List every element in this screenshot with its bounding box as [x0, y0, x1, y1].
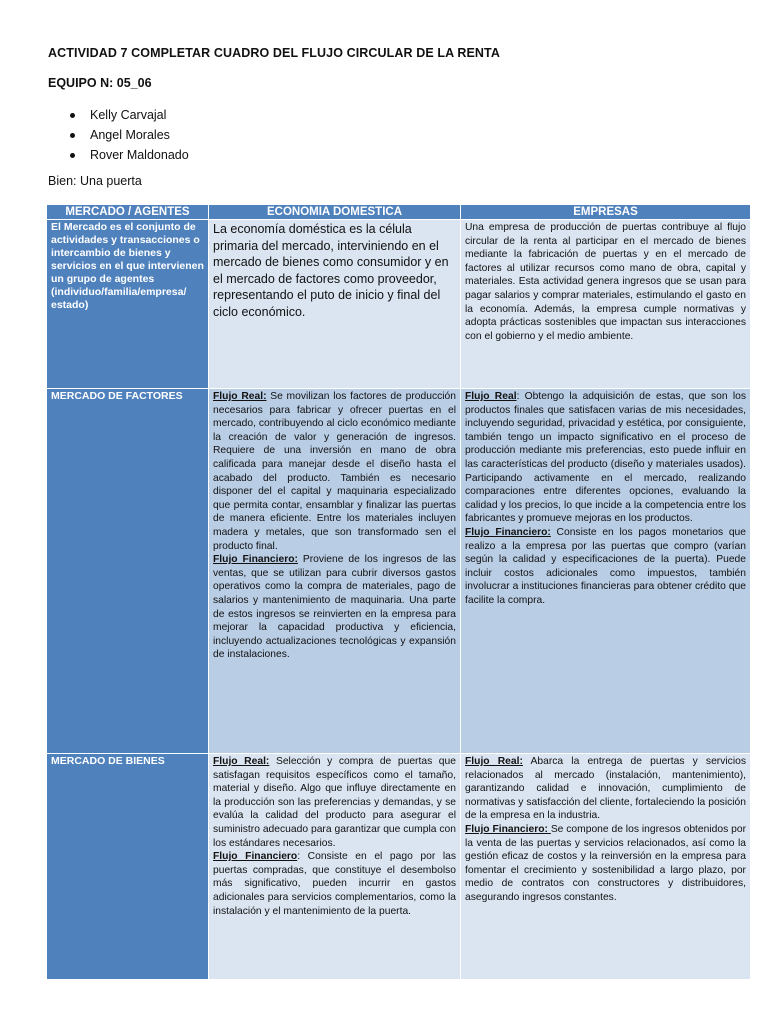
member-list — [48, 105, 189, 165]
real-flow-label: Flujo Real: — [213, 391, 267, 402]
document-title: ACTIVIDAD 7 COMPLETAR CUADRO DEL FLUJO CIRCULAR DE LA RENTA — [48, 46, 500, 60]
factor-market-label: MERCADO DE FACTORES — [47, 389, 209, 754]
circular-flow-table — [46, 204, 751, 980]
financial-flow-label: Flujo Financiero: — [465, 526, 551, 538]
table-row — [47, 389, 751, 754]
real-flow-label: Flujo Real: — [213, 756, 270, 767]
financial-flow-text: Se compone de los ingresos obtenidos por la venta de las puertas y servicios relacionados, así como la gestión eficaz de costos y la reinversión en la empresa para fomentar el crecimiento y sostenibilidad a largo plazo, por medio de contratos con constructores y distribuidores, asegurando ingresos constantes. — [465, 823, 747, 903]
list-item — [48, 145, 189, 165]
financial-flow-text: Consiste en los pagos monetarios que realizo a la empresa por las puertas que compro (varían según la calidad y especificaciones de la puerta). Puede incluir costos adicionales como impuestos, también involucrar a instituciones financieras para obtener crédito que facilite la compra. — [465, 526, 746, 606]
financial-flow-label: Flujo Financiero — [213, 851, 298, 863]
header-empresas: EMPRESAS — [461, 205, 751, 220]
table-row — [47, 220, 751, 389]
market-definition-cell: El Mercado es el conjunto de actividades y transacciones o intercambio de bienes y servicios en el que intervienen un grupo de agentes (individuo/familia/empresa/ estado) — [47, 220, 209, 389]
list-item — [48, 125, 189, 145]
financial-flow-text: : Consiste en el pago por las puertas compradas, que constituye el desembolso más significativo, pueden incurrir en gastos adicionales para servicios complementarios, como la instalación y el mantenimiento de la puerta. — [213, 851, 456, 917]
member-name: Rover Maldonado — [90, 148, 189, 162]
list-item — [48, 105, 189, 125]
bullet-icon — [70, 113, 75, 118]
bullet-icon — [70, 153, 75, 158]
member-name: Kelly Carvajal — [90, 108, 167, 122]
financial-flow-label: Flujo Financiero: — [213, 554, 298, 566]
table-header-row — [47, 205, 751, 220]
real-flow-label: Flujo Real: — [465, 756, 523, 767]
factor-market-companies-cell — [461, 389, 751, 754]
good-label: Bien: Una puerta — [48, 174, 142, 188]
team-number: EQUIPO N: 05_06 — [48, 76, 152, 90]
factor-market-domestic-cell — [209, 389, 461, 754]
real-flow-text: Abarca la entrega de puertas y servicios relacionados al mercado (instalación, mantenimiento), garantizando calidad e innovación, cumplimiento de normativas y satisfacción del cliente, fortaleciendo la posición de la empresa en la industria. — [465, 756, 746, 822]
real-flow-label: Flujo Real — [465, 391, 517, 402]
goods-market-companies-cell — [461, 754, 751, 980]
header-mercado-agentes: MERCADO / AGENTES — [47, 205, 209, 220]
goods-market-label: MERCADO DE BIENES — [47, 754, 209, 980]
header-economia-domestica: ECONOMIA DOMESTICA — [209, 205, 461, 220]
real-flow-text: Selección y compra de puertas que satisfagan requisitos específicos como el tamaño, material y diseño. Algo que influye directamente en la producción son las preferencias y demandas, y se evalúa la calidad del producto para asegurar el suministro adecuado para garantizar que cumpla con los estándares necesarios. — [213, 756, 456, 849]
real-flow-text: Se movilizan los factores de producción necesarios para fabricar y ofrecer puertas en el mercado, contribuyendo al ciclo económico mediante la creación de valor y generación de ingresos. Requiere de una inversión en mano de obra calificada para manejar desde el diseño hasta el acabado del producto. También es necesario disponer del el capital y maquinaria especializado que permita contar, ensamblar y finalizar las puertas de manera eficiente. Entre los materiales incluyen madera y metales, que son transformado sen el producto final. — [213, 391, 456, 552]
real-flow-text: : Obtengo la adquisición de estas, que son los productos finales que satisfacen varias de mis necesidades, incluyendo seguridad, privacidad y estética, por consiguiente, también tengo un impacto significativo en el proceso de producción mediante mis preferencias, esto puede influir en las características del producto (diseño y materiales usados). Participando activamente en el mercado, realizando comparaciones entre diferentes opciones, evaluando la calidad y los precios, lo que incide a la competencia entre los fabricantes y promueve mejoras en los productos. — [465, 391, 747, 525]
domestic-economy-definition-cell: La economía doméstica es la célula primaria del mercado, interviniendo en el mercado de bienes como consumidor y en el mercado de factores como proveedor, representando el puto de inicio y final del ciclo económico. — [209, 220, 461, 389]
financial-flow-text: Proviene de los ingresos de las ventas, que se utilizan para cubrir diversos gastos operativos como la compra de materiales, pago de salarios y mantenimiento de maquinaria. Una parte de estos ingresos se reinvierten en la empresa para mejorar la capacidad productiva y eficiencia, incluyendo actualizaciones tecnológicas y expansión de instalaciones. — [213, 554, 456, 661]
bullet-icon — [70, 133, 75, 138]
financial-flow-label: Flujo Financiero: — [465, 823, 551, 835]
member-name: Angel Morales — [90, 128, 170, 142]
table-row — [47, 754, 751, 980]
companies-definition-cell: Una empresa de producción de puertas contribuye al flujo circular de la renta al participar en el mercado de bienes mediante la fabricación de puertas y en el mercado de factores al utilizar recursos como mano de obra, capital y materiales. Esta actividad genera ingresos que se usan para pagar salarios y comprar materiales, estimulando el gasto en la economía. Además, la empresa cumple normativas y adopta prácticas sostenibles que impactan sus interacciones con el gobierno y el medio ambiente. — [461, 220, 751, 389]
goods-market-domestic-cell — [209, 754, 461, 980]
